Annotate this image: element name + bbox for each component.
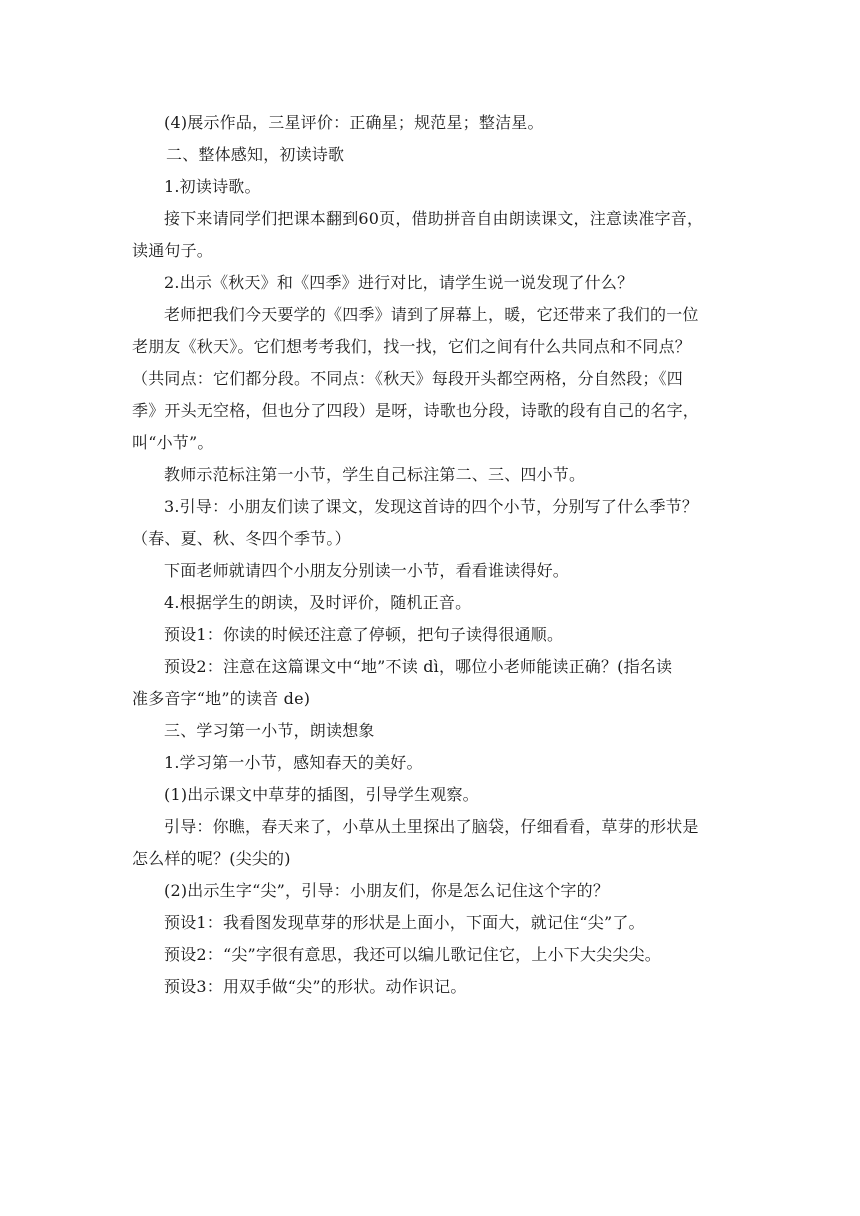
text-line: 教师示范标注第一小节，学生自己标注第二、三、四小节。 — [164, 465, 586, 484]
text-line: 叫“小节”。 — [132, 433, 214, 452]
text-line: (1)出示课文中草芽的插图，引导学生观察。 — [164, 785, 479, 804]
text-line: (2)出示生字“尖”，引导：小朋友们，你是怎么记住这个字的？ — [164, 881, 610, 900]
text-line: 预设1：你读的时候还注意了停顿，把句子读得很通顺。 — [164, 625, 564, 644]
text-line: 引导：你瞧，春天来了，小草从土里探出了脑袋，仔细看看，草芽的形状是 — [164, 817, 699, 836]
text-line: 接下来请同学们把课本翻到60页，借助拼音自由朗读课文，注意读准字音， — [164, 209, 704, 228]
text-line: 3.引导：小朋友们读了课文，发现这首诗的四个小节，分别写了什么季节？ — [164, 497, 699, 516]
text-line: 读通句子。 — [132, 241, 214, 260]
text-line: 下面老师就请四个小朋友分别读一小节，看看谁读得好。 — [164, 561, 570, 580]
section-heading: 三、学习第一小节，朗读想象 — [164, 721, 375, 740]
section-heading: 二、整体感知，初读诗歌 — [166, 145, 345, 164]
text-line: （春、夏、秋、冬四个季节。） — [132, 529, 351, 548]
text-line: 1.初读诗歌。 — [164, 177, 261, 196]
text-line: 4.根据学生的朗读，及时评价，随机正音。 — [164, 593, 472, 612]
text-line: 预设3：用双手做“尖”的形状。动作识记。 — [164, 977, 467, 996]
text-line: 预设2：注意在这篇课文中“地”不读 dì，哪位小老师能读正确？(指名读 — [164, 657, 673, 676]
document-body — [132, 107, 732, 1003]
text-line: (4)展示作品，三星评价：正确星；规范星；整洁星。 — [164, 113, 544, 132]
text-line: 季》开头无空格，但也分了四段）是呀，诗歌也分段，诗歌的段有自己的名字， — [132, 401, 700, 420]
text-line: 准多音字“地”的读音 de) — [132, 689, 311, 708]
text-line: 老师把我们今天要学的《四季》请到了屏幕上，暖，它还带来了我们的一位 — [164, 305, 699, 324]
text-line: 2.出示《秋天》和《四季》进行对比，请学生说一说发现了什么？ — [164, 273, 634, 292]
text-line: 老朋友《秋天》。它们想考考我们，找一找，它们之间有什么共同点和不同点？ — [132, 337, 692, 356]
text-line: 预设2：“尖”字很有意思，我还可以编儿歌记住它，上小下大尖尖尖。 — [164, 945, 661, 964]
text-line: 预设1：我看图发现草芽的形状是上面小，下面大，就记住“尖”了。 — [164, 913, 645, 932]
text-line: 1.学习第一小节，感知春天的美好。 — [164, 753, 423, 772]
text-line: （共同点：它们都分段。不同点：《秋天》每段开头都空两格，分自然段；《四 — [132, 369, 684, 388]
text-line: 怎么样的呢？(尖尖的) — [132, 849, 291, 868]
